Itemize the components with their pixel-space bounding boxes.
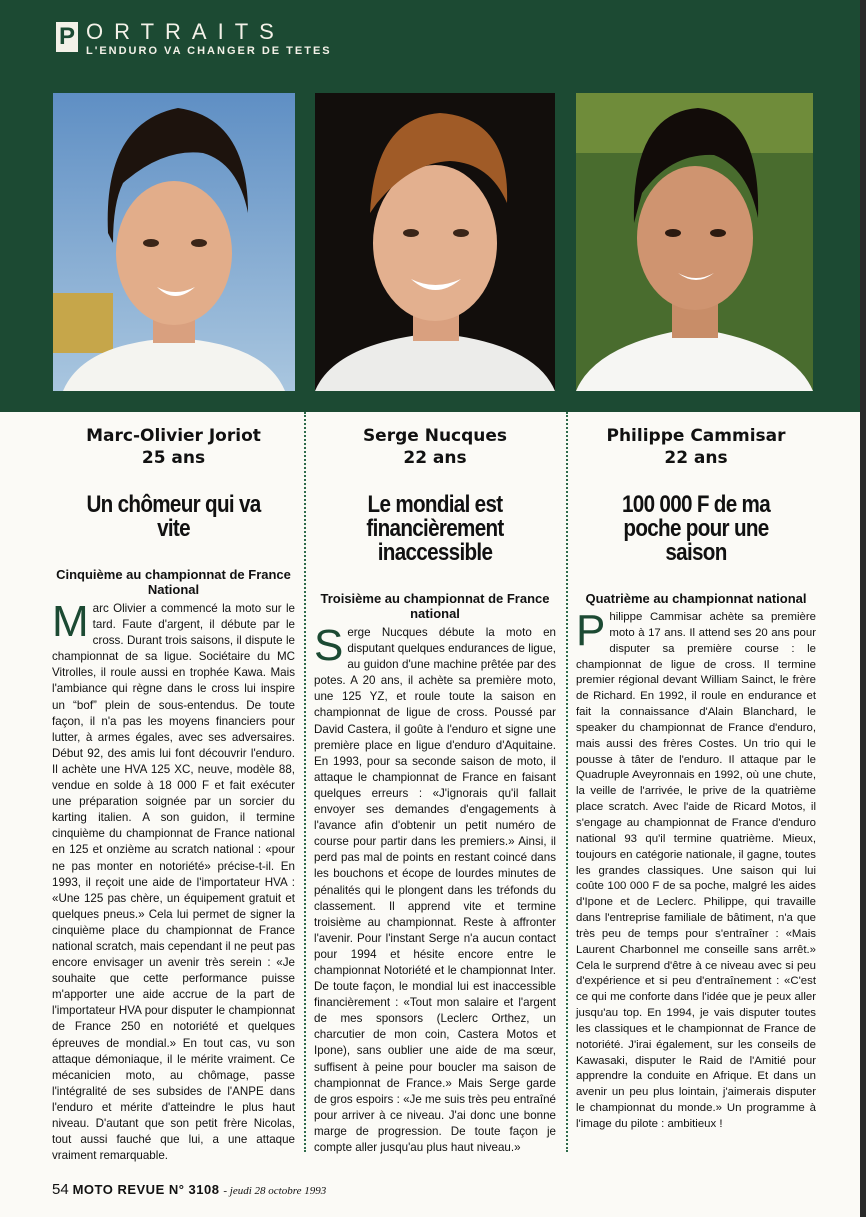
issue-date: - jeudi 28 octobre 1993: [223, 1185, 327, 1197]
profile-age: 22 ans: [403, 448, 467, 468]
profile-text: hilippe Cammisar achète sa première moto à 17 ans. Il attend ses 20 ans pour disputer sa première course : le championnat de ligue de cross. Il termine premier régional devant William Sainct, le frère de Richard. En 1992, il roule en endurance et fait la connaissance d'Alain Blanchard, le speaker du championnat de France d'enduro, mais aussi des frères Costes. Un trio qui le pousse à tâter de l'enduro. Il attaque par le Quadruple Aveyronnais en 1992, où une chute, la veille de l'arrivée, le prive de la quatrième place scratch. Avec l'aide de Ricard Motos, il s'engage au championnat de France d'enduro national 93 qu'il termine quatrième. Mieux, toujours en catégorie nationale, il gagne, toutes les grandes classiques. Une saison qui lui coûte 100 000 F de sa poche, malgré les aides d'Ipone et de Leclerc. Philippe, qui travaille dans l'entreprise familiale de bâtiment, n'a que très peu de temps pour s'entraîner : «Mais Laurent Charbonnel me conseille sans arrêt.» Cela le surprend d'être à ce niveau avec si peu d'expérience et si peu d'entraînement : «C'est ce qui me conforte dans l'idée que je peux aller jusqu'au top. En 1994, je vais disputer toutes les classiques et le championnat de France de notoriété. J'irai également, sur les conseils de Kawasaki, disputer le Raid de l'Amitié pour apprendre la conduite en Afrique. Et dans un avenir un peu plus lointain, j'aimerais disputer le championnat du monde.» Un programme à l'image du pilote : ambitieux !: [576, 611, 816, 1130]
profile-column-1: [52, 425, 295, 1164]
column-separator-2: [566, 412, 568, 1152]
magazine-issue: MOTO REVUE N° 3108: [72, 1182, 220, 1197]
profile-subhead: Cinquième au championnat de France National: [56, 567, 291, 597]
profile-headline: 100 000 F de ma poche pour une saison: [621, 491, 771, 566]
section-title: ORTRAITS: [86, 19, 285, 44]
portrait-photo-1: [53, 93, 295, 391]
drop-cap: P: [576, 606, 606, 655]
profile-age: 22 ans: [664, 448, 728, 468]
profile-subhead: Quatrième au championnat national: [585, 591, 807, 606]
column-separator-1: [304, 412, 306, 1152]
profile-headline: Un chômeur qui va vite: [86, 491, 261, 542]
page-number: 54: [52, 1181, 69, 1198]
profile-text: erge Nucques débute la moto en disputant quelques endurances de ligue, au guidon d'une machine prêtée par des potes. A 20 ans, il achète sa première moto, une 125 YZ, et roule toute la saison en championnat de ligue de cross. Poussé par David Castera, il goûte à l'enduro et signe une première place en ligue d'enduro d'Aquitaine. En 1993, pour sa seconde saison de moto, il attaque le championnat de France en faisant quelques erreurs : «J'ignorais qu'il fallait envoyer ses demandes d'engagements à l'avance afin d'obtenir un petit numéro de course pour partir dans les premiers.» Ainsi, il perd pas mal de points en restant coincé dans les bouchons et écope de lourdes minutes de pénalités qui le plongent dans les tréfonds du classement. Il apprend vite et termine troisième au championnat. Reste à affronter l'avenir. Pour l'instant Serge n'a aucun contact pour 1994 et hésite encore entre le championnat Notoriété et le championnat Inter. De toute façon, le mondial lui est inaccessible financièrement : «Tout mon salaire et l'argent de mes sponsors (Leclerc Orthez, un charcutier de mon coin, Castera Motos et Ipone), sans oublier une aide de ma sœur, suffisent à peine pour boucler ma saison de championnat de France.» Mais Serge garde de gros espoirs : «Je me suis très peu entraîné pour arriver à ce niveau. J'ai donc une bonne marge de progression. De toute façon je compte aller jusqu'au plus haut niveau.»: [314, 626, 556, 1154]
section-initial: P: [56, 22, 78, 52]
profile-body: [314, 621, 556, 1156]
profile-headline: Le mondial est financièrement inaccessible: [366, 491, 504, 566]
portrait-photo-2: [315, 93, 555, 391]
profile-name: Serge Nucques: [362, 426, 508, 446]
drop-cap: M: [52, 597, 89, 646]
profile-subhead: Troisième au championnat de France national: [320, 591, 550, 621]
page-edge: [860, 0, 866, 1217]
profile-text: arc Olivier a commencé la moto sur le tard. Faute d'argent, il débute par le cross. Durant trois saisons, il dispute le championnat de sa ligue. Sociétaire du MC Vitrolles, il roule aussi en trophée Kawa. Mais l'ambiance qui règne dans le cross lui inspire un “bof” plein de sous-entendus. De toute façon, il n'a pas les moyens financiers pour lutter, à armes égales, avec ses adversaires. Début 92, des amis lui font découvrir l'enduro. Il achète une HVA 125 XC, neuve, modèle 88, vendue en solde à 18 000 F et fait exécuter une préparation soignée par un sorcier du karting italien. A son guidon, il termine cinquième du championnat de France national en 125 et onzième au scratch national : «pour ne pas monter en notoriété» précise-t-il. En 1993, il reçoit une aide de l'importateur HVA : «Une 125 pas chère, un équipement gratuit et quelques pneus.» Cela lui permet de signer la cinquième place du championnat de France national scratch, mais cependant il ne peut pas encore envisager un avenir très serein : «Je souhaite que cette performance puisse m'apporter une aide accrue de la part de l'importateur HVA pour disputer le championnat de France 250 en notoriété et quelques épreuves de mondial.» En tout cas, vu son attaque démoniaque, il le mérite vraiment. Ce mécanicien moto, au chômage, passe l'intégralité de ses subsides de l'ANPE dans l'enduro et mérite d'atteindre le plus haut niveau. D'autant que son petit frère Nicolas, tout aussi fauché que lui, a une attaque vraiment remarquable.: [52, 602, 295, 1163]
profile-body: [52, 597, 295, 1164]
drop-cap: S: [314, 621, 344, 670]
profile-age: 25 ans: [141, 448, 206, 468]
page-footer: [52, 1180, 326, 1200]
profile-column-2: [314, 425, 556, 1156]
profile-column-3: [576, 425, 816, 1133]
profile-body: [576, 606, 816, 1133]
profile-name: Marc-Olivier Joriot: [86, 426, 261, 446]
portrait-photo-3: [576, 93, 813, 391]
profile-name: Philippe Cammisar: [606, 426, 786, 446]
section-subtitle: L'ENDURO VA CHANGER DE TETES: [86, 45, 332, 57]
